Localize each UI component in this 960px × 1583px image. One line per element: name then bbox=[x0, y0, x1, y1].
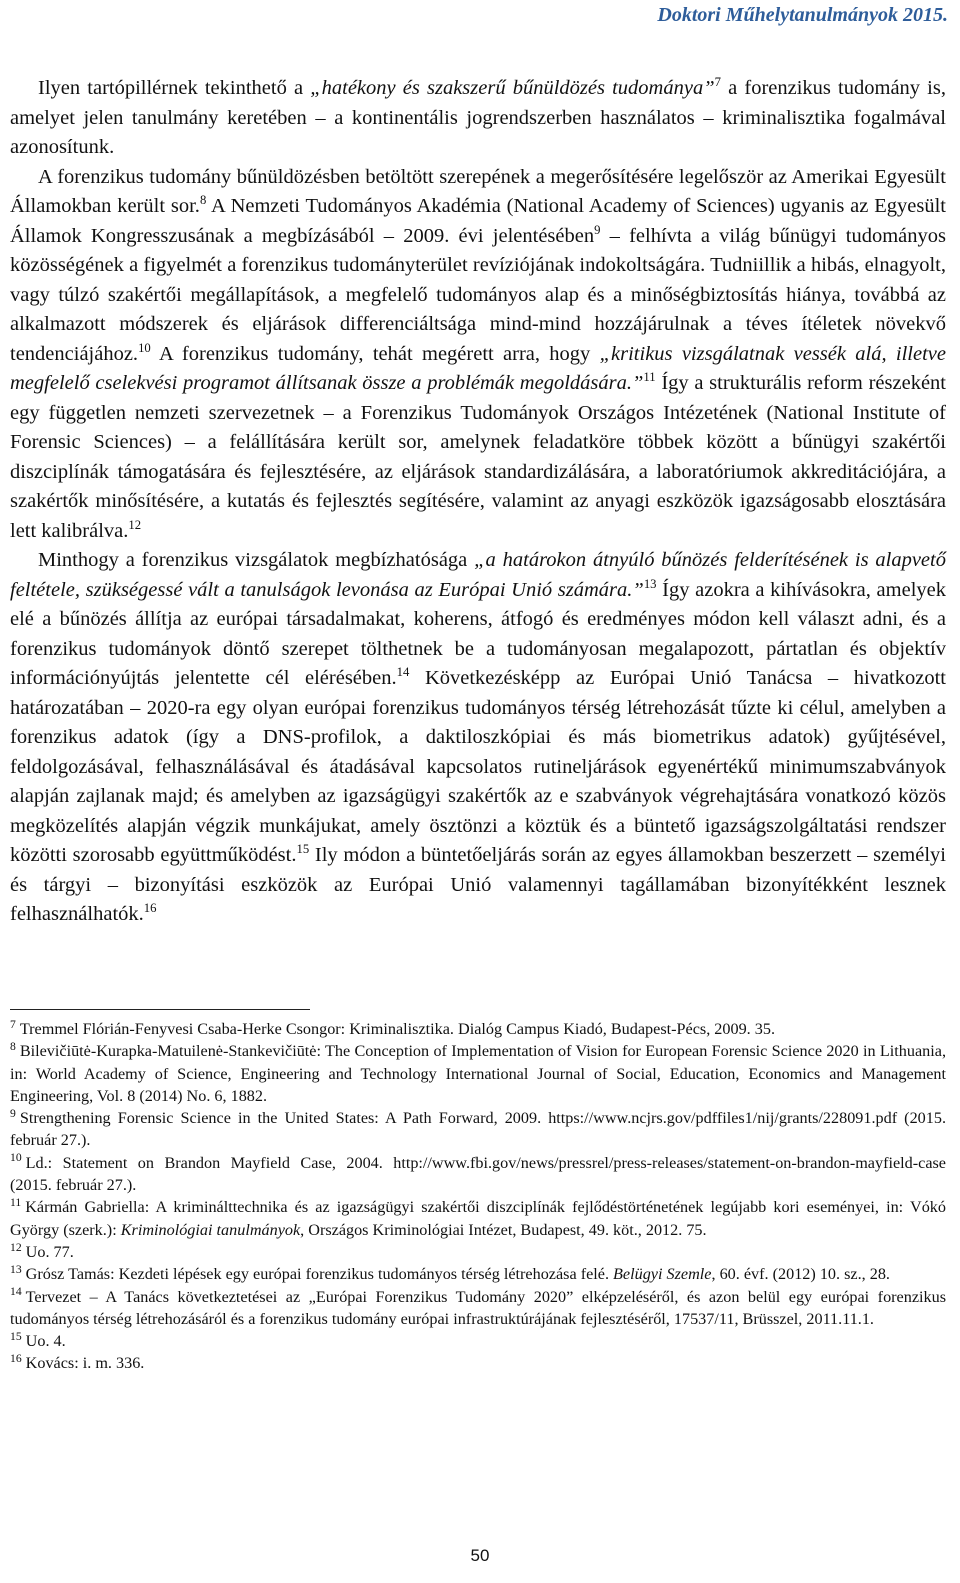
paragraph-1 bbox=[10, 74, 946, 163]
footnote-number: 15 bbox=[10, 1329, 22, 1343]
footnote-13 bbox=[10, 1263, 946, 1285]
footnote-ref-8[interactable]: 8 bbox=[199, 193, 207, 208]
footnote-10 bbox=[10, 1152, 946, 1197]
footnote-number: 9 bbox=[10, 1106, 16, 1120]
footnote-text: Kovács: i. m. 336. bbox=[25, 1354, 145, 1373]
footnote-9 bbox=[10, 1107, 946, 1152]
text-run: Ily módon a büntetőeljárás során az egyes államokban beszerzett – személyi és tárgyi – bizonyítási eszközök az Európai Unió valamennyi tagállamában bizonyítékként lesznek felhasználhatók. bbox=[10, 844, 946, 925]
footnote-text: Kármán Gabriella: A kriminálttechnika és az igazságügyi szakértői diszciplínák fejlődéstörténetének legújabb kori eseményei, in: Vókó György (szerk.): bbox=[10, 1198, 946, 1239]
footnote-ref-14[interactable]: 14 bbox=[396, 665, 410, 680]
footnote-text: Tervezet – A Tanács következtetései az „Európai Forenzikus Tudomány 2020” elképzeléséről, és azon belül egy európai forenzikus tudományos térség létrehozásáról és a forenzikus tudomány európai infrastruktúrájának fejlesztéséről, 17537/11, Brüsszel, 2011.11.1. bbox=[10, 1287, 946, 1328]
footnote-number: 12 bbox=[10, 1240, 22, 1254]
footnote-number: 11 bbox=[10, 1195, 22, 1209]
paragraph-2 bbox=[10, 163, 946, 547]
footnote-ref-16[interactable]: 16 bbox=[143, 901, 157, 916]
footnote-7 bbox=[10, 1018, 946, 1040]
footnote-number: 8 bbox=[10, 1039, 16, 1053]
main-text bbox=[10, 74, 946, 930]
footnote-number: 7 bbox=[10, 1017, 16, 1031]
footnote-8 bbox=[10, 1040, 946, 1107]
paragraph-3 bbox=[10, 546, 946, 930]
footnote-text: , 60. évf. (2012) 10. sz., 28. bbox=[711, 1265, 890, 1284]
italic-quote: „kritikus vizsgálatnak vessék alá, illetve megfelelő cselekvési programot állítsanak össze a problémák megoldására.” bbox=[10, 342, 946, 394]
footnote-number: 16 bbox=[10, 1352, 22, 1366]
footnote-text: Tremmel Flórián-Fenyvesi Csaba-Herke Csongor: Kriminalisztika. Dialóg Campus Kiadó, Budapest-Pécs, 2009. 35. bbox=[19, 1020, 775, 1038]
footnote-12 bbox=[10, 1241, 946, 1263]
text-run: Így azokra a kihívásokra, amelyek elé a bűnözés állítja az európai társadalmakat, koherens, átfogó és eredményes módon kell választ adni, és a forenzikus tudományok döntő szerepet tölthetnek be a tudományosan megalapozott, pártatlan és objektív információnyújtás jelentette cél elérésében. bbox=[10, 578, 946, 689]
footnote-16 bbox=[10, 1352, 946, 1374]
footnote-14 bbox=[10, 1286, 946, 1331]
page-number: 50 bbox=[470, 1546, 490, 1565]
footnote-number: 13 bbox=[10, 1262, 22, 1276]
footnote-number: 10 bbox=[10, 1151, 22, 1165]
text-run: Következésképp az Európai Unió Tanácsa – hivatkozott határozatában – 2020-ra egy olyan európai forenzikus tudományos térség létrehozását tűzte ki célul, amelyben a forenzikus adatok (így a DNS-profilok, a daktiloszkópiai és más biometrikus adatok) gyűjtésével, feldolgozásával, felhasználásával és átadásával kapcsolatos rutineljárások egyenértékű minimumszabványok alapján zajlanak majd; és amelyben az igazságügyi szakértők az e szabványok végrehajtására vonatkozó közös megközelítés alapján végzik munkájukat, amely ösztönzi a köztük és a büntető igazságszolgáltatási rendszer közötti szorosabb együttműködést. bbox=[10, 667, 946, 866]
footnote-text: Bilevičiūtė-Kurapka-Matuilenė-Stankevičiūtė: The Conception of Implementation of Vision for European Forensic Science 2020 in Lithuania, in: World Academy of Science, Engineering and Technology International Journal of Social, Education, Economics and Management Engineering, Vol. 8 (2014) No. 6, 1882. bbox=[10, 1042, 946, 1105]
footnote-text: Strengthening Forensic Science in the United States: A Path Forward, 2009. https://www.ncjrs.gov/pdffiles1/nij/grants/228091.pdf (2015. február 27.). bbox=[10, 1109, 946, 1150]
running-header: Doktori Műhelytanulmányok 2015. bbox=[657, 4, 948, 26]
text-run: a forenzikus tudomány is, amelyet jelen tanulmány keretében – a kontinentális jogrendszerben használatos – kriminalisztika fogalmával azonosítunk. bbox=[10, 77, 946, 158]
text-run: Minthogy a forenzikus vizsgálatok megbízhatósága bbox=[38, 549, 475, 571]
text-run: A forenzikus tudomány, tehát megérett arra, hogy bbox=[150, 342, 600, 365]
text-run: A forenzikus tudomány bűnüldözésben betöltött szerepének a megerősítésére legelőször az Amerikai Egyesült Államokban került sor. bbox=[10, 165, 946, 217]
footnote-ref-10[interactable]: 10 bbox=[138, 340, 151, 355]
footnote-ref-13[interactable]: 13 bbox=[643, 576, 657, 591]
footnote-text: , Országos Kriminológiai Intézet, Budapest, 49. köt., 2012. 75. bbox=[300, 1220, 707, 1239]
footnote-italic-title: Belügyi Szemle bbox=[613, 1265, 712, 1284]
footnote-ref-15[interactable]: 15 bbox=[296, 842, 310, 857]
footnote-text: Uo. 77. bbox=[25, 1242, 74, 1261]
text-run: Ilyen tartópillérnek tekinthető a bbox=[38, 77, 311, 99]
footnote-text: Ld.: Statement on Brandon Mayfield Case, 2004. http://www.fbi.gov/news/pressrel/press-releases/statement-on-brandon-mayfield-case (2015. február 27.). bbox=[10, 1153, 946, 1195]
text-run: – felhívta a világ bűnügyi tudományos közösségének a figyelmét a forenzikus tudományterület revíziójának indokoltságára. Tudniillik a hibás, elnagyolt, vagy túlzó szakértői megállapítások, a megfelelő tudományos alap és a minőségbiztosítás hiánya, továbbá az alkalmazott módszerek és eljárások differenciáltsága mind-mind hozzájárulnak a téves ítéletek növekvő tendenciájához. bbox=[10, 224, 946, 365]
footnote-separator bbox=[10, 1009, 310, 1010]
footnotes bbox=[10, 1018, 946, 1375]
italic-quote: „a határokon átnyúló bűnözés felderítésének is alapvető feltétele, szükségessé vált a tanulságok levonása az Európai Unió számára.” bbox=[10, 549, 946, 601]
footnote-text: Uo. 4. bbox=[25, 1332, 66, 1351]
footnote-text: Grósz Tamás: Kezdeti lépések egy európai forenzikus tudományos térség létrehozása felé. bbox=[25, 1265, 614, 1284]
footnote-15 bbox=[10, 1330, 946, 1352]
footnote-ref-7[interactable]: 7 bbox=[714, 75, 721, 90]
footnote-italic-title: Kriminológiai tanulmányok bbox=[120, 1220, 301, 1239]
text-run: Így a strukturális reform részeként egy független nemzeti szervezetnek – a Forenzikus Tudományok Országos Intézetének (National Institute of Forensic Sciences) – a felállítására került sor, amelynek feladatköre többek között a bűnügyi szakértői diszciplínák támogatására és fejlesztésére, az eljárások standardizálására, a laboratóriumok akkreditációjára, a szakértők minősítésére, a kutatás és fejlesztés segítésére, valamint az anyagi eszközök igazságosabb elosztására lett kalibrálva. bbox=[10, 372, 946, 542]
footnote-11 bbox=[10, 1196, 946, 1241]
footnote-number: 14 bbox=[10, 1285, 22, 1299]
footnote-ref-12[interactable]: 12 bbox=[128, 517, 142, 532]
italic-quote: „hatékony és szakszerű bűnüldözés tudománya” bbox=[310, 77, 715, 99]
footnote-ref-9[interactable]: 9 bbox=[594, 222, 601, 237]
footnote-ref-11[interactable]: 11 bbox=[643, 370, 656, 385]
text-run: A Nemzeti Tudományos Akadémia (National Academy of Sciences) ugyanis az Egyesült Államok Kongresszusának a megbízásából – 2009. évi jelentésében bbox=[10, 195, 946, 247]
